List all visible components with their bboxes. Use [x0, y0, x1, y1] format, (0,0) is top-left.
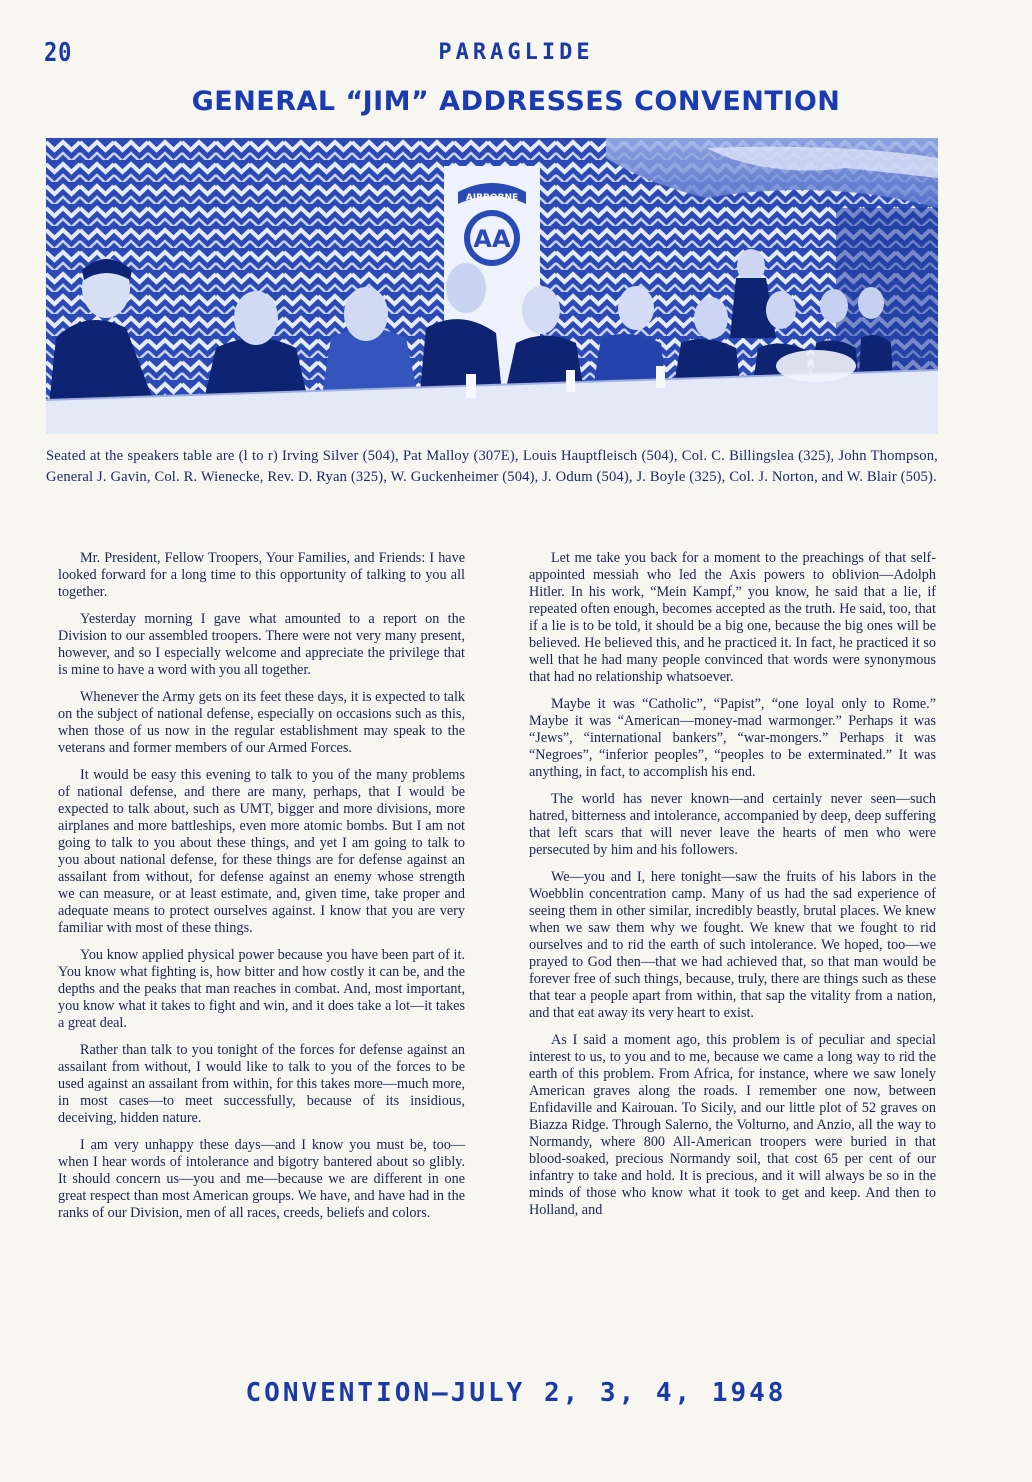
photo-caption: Seated at the speakers table are (l to r) Irving Silver (504), Pat Malloy (307E), Louis Hauptfleisch (504), Col. C. Billingslea (325), John Thompson, General J. Gavin, Col. R. Wienecke, Rev. D. Ryan (325), W. Guckenheimer (504), J. Odum (504), J. Boyle (325), Col. J. Norton, and W. Blair (505). [46, 448, 938, 485]
paragraph: It would be easy this evening to talk to you of the many problems of national defense, and there are many, perhaps, that I would be expected to talk about, such as UMT, bigger and more divisions, more airplanes and more battleships, even more atomic bombs. But I am not going to talk to you about these things, and yet I am going to talk to you about national defense, for these things are for defense against an assailant from without, for defense against an enemy whose strength we can measure, or at least estimate, and, given time, take proper and adequate means to protect ourselves against. I know that you are very familiar with most of these things. [58, 767, 465, 936]
speakers-table-photo [46, 138, 938, 434]
paragraph: The world has never known—and certainly never seen—such hatred, bitterness and intolerance, accompanied by deep, deep suffering that left scars that will never leave the hearts of men who were persecuted by him and his followers. [529, 791, 936, 858]
paragraph: Maybe it was “Catholic”, “Papist”, “one loyal only to Rome.” Maybe it was “American—money-mad warmonger.” Perhaps it was “Jews”, “international bankers”, “war-mongers.” Perhaps it was “Negroes”, “inferior peoples”, “peoples to be exterminated.” It was anything, in fact, to accomplish his end. [529, 696, 936, 780]
headline: GENERAL “JIM” ADDRESSES CONVENTION [191, 86, 841, 117]
paragraph: We—you and I, here tonight—saw the fruits of his labors in the Woebblin concentration camp. Many of us had the sad experience of seeing them in other similar, incredibly beastly, brutal places. We knew when we saw them why we fought. We knew that we fought to rid ourselves and to rid the earth of such intolerance. We hoped, too—we prayed to God then—that we had achieved that, so that man would be forever free of such things, because, truly, there are things such as these that tear a people apart from within, that sap the vitality from a nation, and that eat away its very heart to exist. [529, 869, 936, 1021]
paragraph: Rather than talk to you tonight of the forces for defense against an assailant from without, I would like to talk to you of the forces to be used against an assailant from within, for this takes more—much more, in most cases—to meet successfully, because of its insidious, deceiving, hidden nature. [58, 1042, 465, 1126]
paragraph: Let me take you back for a moment to the preachings of that self-appointed messiah who led the Axis powers to oblivion—Adolph Hitler. In his work, “Mein Kampf,” you know, he said that a lie, if repeated often enough, becomes accepted as the truth. He said, too, that if a lie is to be told, it should be a big one, because the big ones will be believed. He believed this, and he practiced it. In fact, he practiced it so well that he had many people convinced that words were synonymous that had no relationship whatsoever. [529, 550, 936, 685]
article-column-left [58, 550, 465, 1232]
paragraph: You know applied physical power because you have been part of it. You know what fighting is, how bitter and how costly it can be, and the depths and the peaks that man reaches in combat. And, most important, you know what it takes to fight and win, and it does take a lot—it takes a great deal. [58, 947, 465, 1031]
paragraph: As I said a moment ago, this problem is of peculiar and special interest to us, to you and to me, because we came a long way to rid the earth of this problem. From Africa, for instance, where we saw lonely American graves along the roads. I remember one now, between Enfidaville and Kairouan. To Sicily, and our little plot of 52 graves on Biazza Ridge. Through Salerno, the Volturno, and Anzio, all the way to Normandy, where 800 All-American troopers were buried in that blood-soaked, precious Normandy soil, that cost 65 per cent of our infantry to take and hold. It is precious, and it will always be so in the minds of those who know what it took to get and keep. And then to Holland, and [529, 1032, 936, 1218]
paragraph: Yesterday morning I gave what amounted to a report on the Division to our assembled troopers. There were not very many present, however, and so I especially welcome and appreciate the privilege that is mine to have a word with you all together. [58, 611, 465, 678]
paragraph: Mr. President, Fellow Troopers, Your Families, and Friends: I have looked forward for a long time to this opportunity of talking to you all together. [58, 550, 465, 600]
banner-airborne-text: AIRBORNE [465, 193, 519, 203]
article-column-right [529, 550, 936, 1229]
paragraph: Whenever the Army gets on its feet these days, it is expected to talk on the subject of national defense, especially on occasions such as this, when those of us now in the regular establishment may speak to the veterans and former members of our Armed Forces. [58, 689, 465, 756]
page-number: 20 [44, 38, 73, 68]
division-insignia-icon: AA [473, 225, 511, 253]
masthead: PARAGLIDE [438, 40, 594, 65]
paragraph: I am very unhappy these days—and I know you must be, too—when I hear words of intolerance and bigotry bantered about so glibly. It should concern us—you and me—because we are different in one great respect than most American groups. We have, and have had in the ranks of our Division, men of all races, creeds, beliefs and colors. [58, 1137, 465, 1221]
footer-convention-dates: CONVENTION—JULY 2, 3, 4, 1948 [245, 1378, 787, 1408]
